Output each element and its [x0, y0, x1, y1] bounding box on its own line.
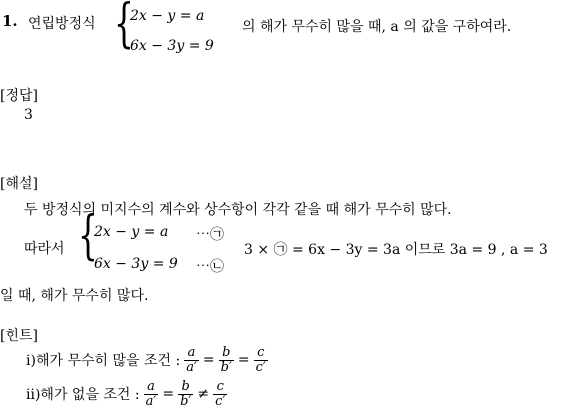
fraction-den: b′	[220, 359, 232, 375]
explanation-line1: 두 방정식의 미지수의 계수와 상수항이 각각 같을 때 해가 무수히 많다.	[24, 202, 452, 218]
explanation-eq2-tag: ⋯㉡	[196, 259, 224, 275]
fraction-den: a′	[145, 393, 157, 409]
explanation-eq1: 2x − y = a	[94, 224, 169, 240]
hint-header: [힌트]	[0, 328, 38, 344]
fraction-num: b	[178, 380, 193, 395]
fraction-num: b	[219, 346, 234, 361]
hint-item1-label: ⅰ)해가 무수히 많을 조건 :	[26, 353, 181, 370]
fraction-c	[254, 346, 268, 374]
equals-sign: =	[202, 352, 215, 369]
fraction-a	[184, 346, 199, 374]
fraction-b	[219, 346, 234, 374]
question-number: 1.	[2, 12, 18, 30]
equals-sign: =	[237, 352, 250, 369]
question-prefix: 연립방정식	[28, 16, 96, 32]
explanation-brace: {	[78, 206, 98, 266]
fraction-b	[178, 380, 193, 408]
question-brace: {	[114, 0, 134, 54]
hint-item2-label: ⅱ)해가 없을 조건 :	[26, 387, 140, 404]
fraction-den: a′	[186, 359, 197, 375]
explanation-calc: 3 × ㉠ = 6x − 3y = 3a 이므로 3a = 9 , a = 3	[244, 242, 548, 258]
fraction-num: a	[144, 380, 159, 395]
fraction-num: c	[254, 346, 268, 361]
fraction-den: c′	[215, 393, 226, 409]
fraction-c	[213, 380, 227, 408]
equals-sign: =	[162, 386, 175, 403]
explanation-line3: 일 때, 해가 무수히 많다.	[0, 288, 149, 304]
explanation-header: [해설]	[0, 176, 38, 192]
explanation-eq2: 6x − 3y = 9	[94, 256, 178, 272]
question-eq2: 6x − 3y = 9	[130, 38, 214, 54]
fraction-a	[144, 380, 159, 408]
fraction-num: a	[184, 346, 199, 361]
hint-item2	[26, 380, 227, 408]
question-suffix: 의 해가 무수히 많을 때, a 의 값을 구하여라.	[242, 19, 512, 35]
answer-header: [정답]	[0, 88, 38, 104]
fraction-den: b′	[180, 393, 192, 409]
hint-item1	[26, 346, 268, 374]
explanation-eq1-tag: ⋯㉠	[196, 227, 224, 243]
question-eq1: 2x − y = a	[130, 8, 205, 24]
fraction-num: c	[213, 380, 227, 395]
not-equals-sign: ≠	[197, 386, 210, 403]
explanation-prefix: 따라서	[24, 241, 65, 257]
fraction-den: c′	[255, 359, 266, 375]
answer-value: 3	[24, 107, 33, 123]
